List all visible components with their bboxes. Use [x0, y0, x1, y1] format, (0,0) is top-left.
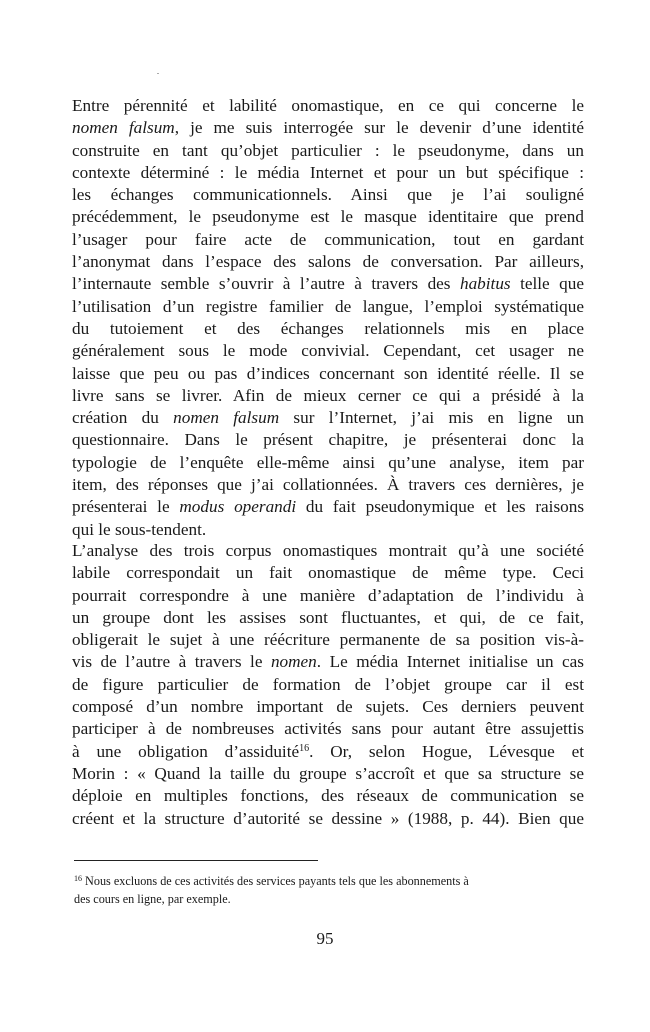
text-run: à une obligation d’assiduité [72, 741, 300, 761]
text-line: l’usager pour faire acte de communication, tout en gardant [72, 229, 584, 249]
text-line [72, 407, 584, 429]
text-line: obligerait le sujet à une réécriture permanente de sa position vis-à- [72, 630, 584, 650]
text-line [72, 273, 584, 295]
text-line: Morin : « Quand la taille du groupe s’accroît et que sa structure se [72, 763, 584, 783]
text-line [72, 741, 584, 763]
text-run: , je me suis interrogée sur le devenir d’une identité [174, 118, 584, 138]
footnote-divider [74, 860, 318, 861]
footnote-line [74, 872, 584, 890]
text-line: questionnaire. Dans le présent chapitre, je présenterai donc la [72, 430, 584, 450]
paragraph-2 [72, 540, 584, 830]
text-run: l’internaute semble s’ouvrir à l’autre à travers des [72, 274, 460, 294]
text-run: sur l’Internet, j’ai mis en ligne un [279, 408, 584, 428]
footnote-number: 16 [74, 874, 82, 883]
text-line: de figure particulier de formation de l’objet groupe car il est [72, 674, 584, 694]
text-line: du tutoiement et des échanges relationnels mis en place [72, 318, 584, 338]
text-line: créent et la structure d’autorité se dessine » (1988, p. 44). Bien que [72, 808, 584, 828]
text-line: L’analyse des trois corpus onomastiques montrait qu’à une société [72, 541, 584, 560]
text-line: item, des réponses que j’ai collationnées. À travers ces dernières, je [72, 475, 584, 495]
footnote-line: des cours en ligne, par exemple. [74, 892, 231, 906]
text-line: pourrait correspondre à une manière d’adaptation de l’individu à [72, 585, 584, 605]
paragraph-1 [72, 95, 584, 541]
italic-term: nomen [270, 652, 317, 672]
text-line: les échanges communicationnels. Ainsi que je l’ai souligné [72, 185, 584, 205]
text-run: . Or, selon Hogue, Lévesque et [309, 741, 585, 761]
page-number: 95 [316, 929, 334, 948]
text-line: qui le sous-tendent. [72, 519, 207, 539]
footnote-text: Nous excluons de ces activités des services payants tels que les abonnements à [82, 874, 469, 888]
text-run: création du [72, 408, 174, 428]
text-line [72, 117, 584, 139]
text-line: un groupe dont les assises sont fluctuantes, et qui, de ce fait, [72, 607, 584, 627]
text-line: laisse que peu ou pas d’indices concernant son identité réelle. Il se [72, 363, 584, 383]
italic-term: modus operandi [179, 497, 297, 517]
text-line: livre sans se livrer. Afin de mieux cerner ce qui a présidé à la [72, 385, 584, 405]
italic-term: nomen falsum [72, 118, 175, 138]
italic-term: habitus [459, 274, 511, 294]
text-line: participer à de nombreuses activités sans pour autant être assujettis [72, 719, 584, 739]
text-line [72, 496, 584, 518]
text-run: présenterai le [72, 497, 180, 517]
text-run: . Le média Internet initialise un cas [316, 652, 584, 672]
footnote [74, 872, 584, 908]
text-line: contexte déterminé : le média Internet et pour un but spécifique : [72, 162, 584, 182]
print-speck [157, 73, 159, 74]
text-line: labile correspondait un fait onomastique de même type. Ceci [72, 563, 584, 583]
text-line: l’utilisation d’un registre familier de langue, l’emploi systématique [72, 296, 584, 316]
text-line: construite en tant qu’objet particulier : le pseudonyme, dans un [72, 140, 584, 160]
text-run: vis de l’autre à travers le [72, 652, 271, 672]
text-line: typologie de l’enquête elle-même ainsi qu’une analyse, item par [72, 452, 584, 472]
text-line: Entre pérennité et labilité onomastique, en ce qui concerne le [72, 96, 584, 115]
footnote-reference[interactable]: 16 [299, 742, 310, 754]
text-run: du fait pseudonymique et les raisons [296, 497, 585, 517]
text-line: composé d’un nombre important de sujets. Ces derniers peuvent [72, 697, 584, 717]
italic-term: nomen falsum [173, 408, 280, 428]
text-line: généralement sous le mode convivial. Cependant, cet usager ne [72, 341, 584, 361]
text-line: l’anonymat dans l’espace des salons de conversation. Par ailleurs, [72, 252, 584, 272]
text-run: telle que [510, 274, 584, 294]
text-line: déploie en multiples fonctions, des réseaux de communication se [72, 786, 584, 806]
text-line: précédemment, le pseudonyme est le masque identitaire que prend [72, 207, 584, 227]
text-line [72, 651, 584, 673]
